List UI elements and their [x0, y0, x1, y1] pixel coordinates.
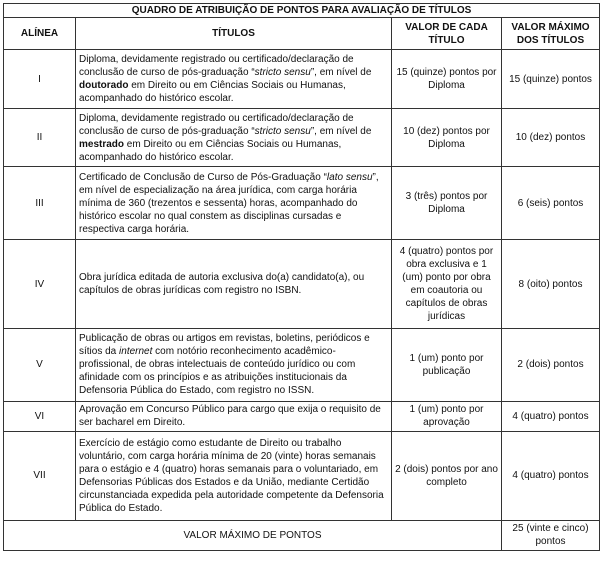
total-value: 25 (vinte e cinco) pontos [502, 520, 600, 550]
valor-cell: 3 (três) pontos por Diploma [392, 167, 502, 240]
titulo-cell: Obra jurídica editada de autoria exclusiva do(a) candidato(a), ou capítulos de obras jurídicas com registro no ISBN. [76, 240, 392, 329]
maximo-cell: 2 (dois) pontos [502, 328, 600, 401]
total-row [4, 520, 600, 550]
alinea-cell: VII [4, 431, 76, 520]
titulo-cell: Aprovação em Concurso Público para cargo que exija o requisito de ser bacharel em Direito. [76, 401, 392, 431]
alinea-cell: II [4, 108, 76, 167]
header-valor: VALOR DE CADA TÍTULO [392, 18, 502, 50]
maximo-cell: 4 (quatro) pontos [502, 431, 600, 520]
header-row [4, 18, 600, 50]
table-row [4, 431, 600, 520]
table-row [4, 108, 600, 167]
alinea-cell: V [4, 328, 76, 401]
maximo-cell: 4 (quatro) pontos [502, 401, 600, 431]
alinea-cell: III [4, 167, 76, 240]
header-maximo: VALOR MÁXIMO DOS TÍTULOS [502, 18, 600, 50]
alinea-cell: I [4, 50, 76, 109]
maximo-cell: 8 (oito) pontos [502, 240, 600, 329]
points-table [3, 3, 600, 551]
valor-cell: 15 (quinze) pontos por Diploma [392, 50, 502, 109]
valor-cell: 1 (um) ponto por publicação [392, 328, 502, 401]
table-row [4, 167, 600, 240]
valor-cell: 4 (quatro) pontos por obra exclusiva e 1 (um) ponto por obra em coautoria ou capítulos de obras jurídicas [392, 240, 502, 329]
total-label: VALOR MÁXIMO DE PONTOS [4, 520, 502, 550]
valor-cell: 2 (dois) pontos por ano completo [392, 431, 502, 520]
maximo-cell: 6 (seis) pontos [502, 167, 600, 240]
table-row [4, 50, 600, 109]
valor-cell: 10 (dez) pontos por Diploma [392, 108, 502, 167]
titulo-cell: Certificado de Conclusão de Curso de Pós-Graduação “lato sensu”, em nível de especialização na área jurídica, com carga horária mínima de 360 (trezentos e sessenta) horas, acompanhado do histórico escolar no qual constem as disciplinas cursadas e respectiva carga horária. [76, 167, 392, 240]
table-title: QUADRO DE ATRIBUIÇÃO DE PONTOS PARA AVALIAÇÃO DE TÍTULOS [4, 4, 600, 18]
titulo-cell: Exercício de estágio como estudante de Direito ou trabalho voluntário, com carga horária mínima de 20 (vinte) horas semanais para o estágio e 4 (quatro) horas semanais para o voluntariado, em Defensorias Públicas dos Estados e da União, mediante Certidão circunstanciada expedida pela autoridade competente da Defensoria Pública do Estado. [76, 431, 392, 520]
header-alinea: ALÍNEA [4, 18, 76, 50]
valor-cell: 1 (um) ponto por aprovação [392, 401, 502, 431]
titulo-cell: Diploma, devidamente registrado ou certificado/declaração de conclusão de curso de pós-graduação “stricto sensu”, em nível de mestrado em Direito ou em Ciências Sociais ou Humanas, acompanhado do histórico escolar. [76, 108, 392, 167]
title-row [4, 4, 600, 18]
header-titulos: TÍTULOS [76, 18, 392, 50]
table-row [4, 240, 600, 329]
alinea-cell: VI [4, 401, 76, 431]
table-row [4, 401, 600, 431]
maximo-cell: 10 (dez) pontos [502, 108, 600, 167]
alinea-cell: IV [4, 240, 76, 329]
titulo-cell: Diploma, devidamente registrado ou certificado/declaração de conclusão de curso de pós-graduação “stricto sensu”, em nível de doutorado em Direito ou em Ciências Sociais ou Humanas, acompanhado do histórico escolar. [76, 50, 392, 109]
titulo-cell: Publicação de obras ou artigos em revistas, boletins, periódicos e sítios da internet com notório reconhecimento acadêmico-profissional, de obras intelectuais de conteúdo jurídico ou com afinidade com os princípios e as atribuições institucionais da Defensoria Pública do Estado, com registro no ISSN. [76, 328, 392, 401]
table-row [4, 328, 600, 401]
maximo-cell: 15 (quinze) pontos [502, 50, 600, 109]
